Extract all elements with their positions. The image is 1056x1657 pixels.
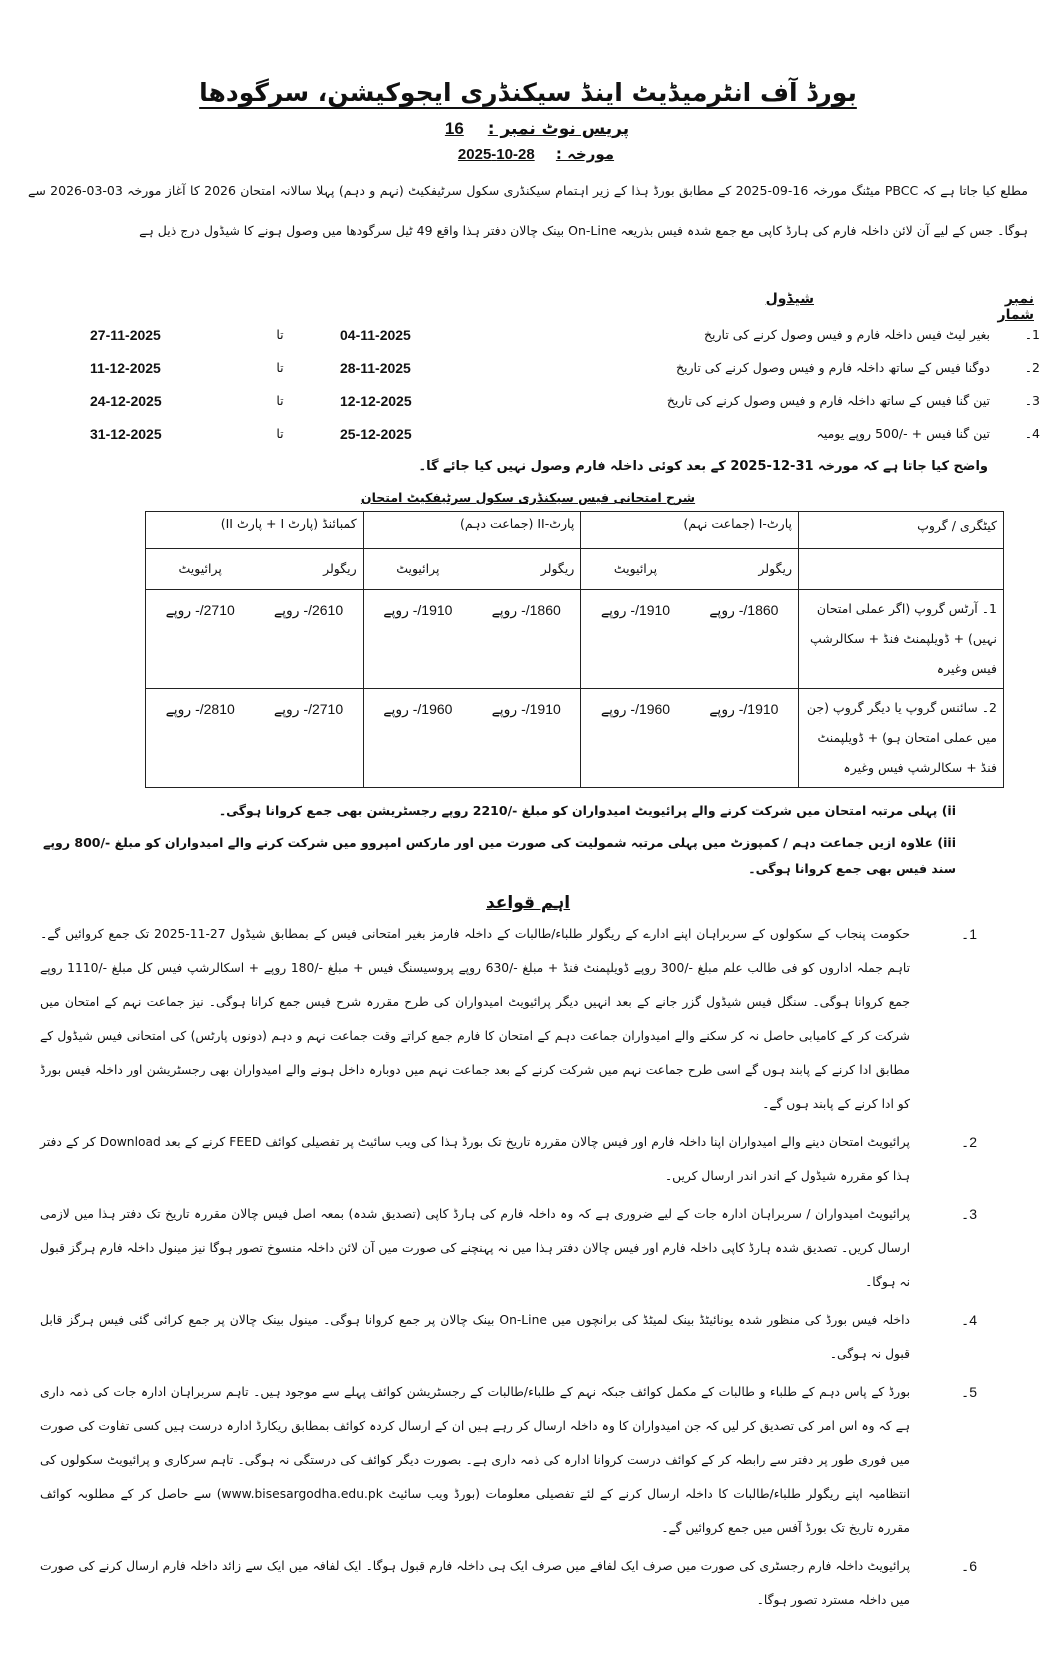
serial-header: نمبر شمار <box>997 291 1034 323</box>
schedule-row <box>0 426 1040 459</box>
fee-table-title: شرح امتحانی فیس سیکنڈری سکول سرٹیفکیٹ امتحان <box>360 490 696 505</box>
rule-item <box>40 917 1028 1121</box>
header-combined: کمبائنڈ (پارٹ I + پارٹ II) <box>146 512 364 549</box>
category-cell: 2۔ سائنس گروپ یا دیگر گروپ (جن میں عملی امتحان ہو) + ڈویلپمنٹ فنڈ + سکالرشپ فیس وغیرہ <box>799 689 1004 788</box>
rule-text: پرائیویٹ امیدواران / سربراہان ادارہ جات کے لیے ضروری ہے کہ وہ داخلہ فارم کی ہارڈ کاپی (تصدیق شدہ) بمعہ اصل فیس چالان مقررہ تاریخ تک دفتر ہذا میں لازمی ارسال کریں۔ تصدیق شدہ ہارڈ کاپی داخلہ فارم اور فیس چالان دفتر ہذا میں نہ پہنچنے کی صورت میں آن لائن داخلہ منسوخ تصور ہوگا نیز مینول داخلہ فارم ہرگز قبول نہ ہوگا۔ <box>40 1207 910 1289</box>
rule-number: 1۔ <box>961 926 977 942</box>
fee-value: 1860/- روپے <box>472 590 581 689</box>
regular-label: ریگولر <box>690 549 799 590</box>
regular-label: ریگولر <box>472 549 581 590</box>
schedule-note: واضح کیا جاتا ہے کہ مورخہ 31-12-2025 کے بعد کوئی داخلہ فارم وصول نہیں کیا جائے گا۔ <box>418 459 988 474</box>
intro-paragraph <box>28 171 1028 251</box>
to-label: تا <box>276 327 284 342</box>
rule-number: 3۔ <box>961 1206 977 1222</box>
date-to: 11-12-2025 <box>90 360 161 376</box>
rule-number: 2۔ <box>961 1134 977 1150</box>
private-label: پرائیویٹ <box>146 549 255 590</box>
rule-number: 5۔ <box>961 1384 977 1400</box>
row-number: 4۔ <box>1024 426 1040 441</box>
fee-value: 1960/- روپے <box>581 689 690 788</box>
date-to: 31-12-2025 <box>90 426 162 442</box>
fee-value: 2810/- روپے <box>146 689 255 788</box>
to-label: تا <box>276 426 284 441</box>
rule-text: بورڈ کے پاس دہم کے طلباء و طالبات کے مکمل کوائف جبکہ نہم کے طلباء/طالبات کے رجسٹریشن کوائف پہلے سے موجود ہیں۔ تاہم سربراہان ادارہ جات کی ذمہ داری ہے کہ وہ اس امر کی تصدیق کر لیں کہ جن امیدواران کا وہ داخلہ ارسال کر رہے ہیں ان کے ارسال کردہ کوائف بمطابق ریکارڈ ادارہ درست ہیں کسی تفاوت کی صورت میں فوری طور پر دفتر سے رابطہ کر کے کوائف درست کروانا ادارہ کی ذمہ داری ہے۔ بصورت دیگر کوائف کی درستگی نہ ہوگی۔ تاہم سرکاری و پرائیویٹ سکولوں کی انتظامیہ اپنے ریگولر طلباء/طالبات کا داخلہ ارسال کرنے کے لئے تفصیلی معلومات (بورڈ ویب سائیٹ www.bisesargodha.edu.pk) سے حاصل کر کے مطلوبہ کوائف مقررہ تاریخ تک بورڈ آفس میں جمع کروائیں گے۔ <box>40 1385 910 1535</box>
rule-item <box>40 1303 1028 1371</box>
row-label: تین گنا فیس کے ساتھ داخلہ فارم و فیس وصول کرنے کی تاریخ <box>666 393 990 408</box>
rule-item <box>40 1375 1028 1545</box>
fee-value: 1860/- روپے <box>690 590 799 689</box>
schedule-header: شیڈول <box>765 291 814 307</box>
fee-table <box>145 511 1004 788</box>
rules-heading: اہم قواعد <box>485 893 571 913</box>
rule-text: داخلہ فیس بورڈ کی منظور شدہ یونائیٹڈ بینک لمیٹڈ کی برانچوں میں On-Line بینک چالان پر جمع کروانا ہوگی۔ مینول بینک چالان پر جمع کرائی گئی فیس ہرگز قابل قبول نہ ہوگی۔ <box>40 1313 910 1361</box>
date-from: 04-11-2025 <box>340 327 411 343</box>
date-from: 28-11-2025 <box>340 360 411 376</box>
date-from: 25-12-2025 <box>340 426 412 442</box>
category-cell: 1۔ آرٹس گروپ (اگر عملی امتحان نہیں) + ڈویلپمنٹ فنڈ + سکالرشپ فیس وغیرہ <box>799 590 1004 689</box>
rule-text: پرائیویٹ امتحان دینے والے امیدواران اپنا داخلہ فارم اور فیس چالان مقررہ تاریخ تک بورڈ ہذا کی ویب سائیٹ پر تفصیلی کوائف FEED کرنے کے بعد Download کر کے دفتر ہذا کو مقررہ شیڈول کے اندر اندر ارسال کریں۔ <box>40 1135 910 1183</box>
header-category: کیٹگری / گروپ <box>799 512 1004 549</box>
to-label: تا <box>276 393 284 408</box>
row-label: بغیر لیٹ فیس داخلہ فارم و فیس وصول کرنے کی تاریخ <box>703 327 990 342</box>
press-note-date: مورخہ : 28-10-2025 <box>457 145 615 163</box>
document-title: بورڈ آف انٹرمیڈیٹ اینڈ سیکنڈری ایجوکیشن، سرگودھا <box>199 78 857 107</box>
header-part-2: پارٹ-II (جماعت دہم) <box>363 512 581 549</box>
fee-value: 1910/- روپے <box>472 689 581 788</box>
private-label: پرائیویٹ <box>363 549 472 590</box>
rule-number: 6۔ <box>961 1558 977 1574</box>
fee-value: 1910/- روپے <box>690 689 799 788</box>
row-label: تین گنا فیس + -/500 روپے یومیہ <box>816 426 990 441</box>
note-iii: iii) علاوہ ازیں جماعت دہم / کمپوزٹ میں پہلی مرتبہ شمولیت کی صورت میں اور مارکس امپروو میں شرکت کرنے والے امیدواران کو مبلغ -/800 روپے سند فیس بھی جمع کروانا ہوگی۔ <box>43 835 956 876</box>
fee-row <box>146 590 1004 689</box>
rule-number: 4۔ <box>961 1312 977 1328</box>
row-number: 1۔ <box>1024 327 1040 342</box>
rules-list <box>0 917 1056 1617</box>
press-note-number: پریس نوٹ نمبر : 16 <box>444 119 630 139</box>
rule-item <box>40 1197 1028 1299</box>
header-part-1: پارٹ-I (جماعت نہم) <box>581 512 799 549</box>
fee-value: 1910/- روپے <box>363 590 472 689</box>
date-from: 12-12-2025 <box>340 393 412 409</box>
note-ii: ii) پہلی مرتبہ امتحان میں شرکت کرنے والے پرائیویٹ امیدواران کو مبلغ -/2210 روپے رجسٹریشن بھی جمع کروانا ہوگی۔ <box>218 803 956 818</box>
schedule-list <box>0 327 1056 459</box>
fee-row <box>146 689 1004 788</box>
header-empty <box>799 549 1004 590</box>
row-label: دوگنا فیس کے ساتھ داخلہ فارم و فیس وصول کرنے کی تاریخ <box>675 360 990 375</box>
rule-item <box>40 1125 1028 1193</box>
private-label: پرائیویٹ <box>581 549 690 590</box>
fee-value: 1960/- روپے <box>363 689 472 788</box>
intro-line-1: مطلع کیا جاتا ہے کہ PBCC میٹنگ مورخہ 16-09-2025 کے مطابق بورڈ ہذا کے زیر اہتمام سیکنڈری سکول سرٹیفکیٹ (نہم و دہم) پہلا سالانہ امتحان 2026 کا آغاز <box>165 183 1029 198</box>
date-to: 24-12-2025 <box>90 393 162 409</box>
fee-value: 1910/- روپے <box>581 590 690 689</box>
schedule-row <box>0 327 1040 360</box>
fee-value: 2710/- روپے <box>254 689 363 788</box>
schedule-header-row <box>22 291 1034 323</box>
schedule-row <box>0 393 1040 426</box>
to-label: تا <box>276 360 284 375</box>
fee-value: 2710/- روپے <box>146 590 255 689</box>
row-number: 3۔ <box>1024 393 1040 408</box>
rule-text: حکومت پنجاب کے سکولوں کے سربراہان اپنے ادارے کے ریگولر طلباء/طالبات کے داخلہ فارمز بغیر امتحانی فیس کے بمطابق شیڈول 27-11-2025 تک جمع کروائیں گے۔ تاہم جملہ اداروں کو فی طالب علم مبلغ -/300 روپے ڈویلپمنٹ فنڈ + مبلغ -/630 روپے پروسیسنگ فیس + مبلغ -/180 روپے + اسکالرشپ فیس کل مبلغ -/1110 روپے جمع کروانا ہوگی۔ سنگل فیس شیڈول گزر جانے کے بعد انہیں دیگر پرائیویٹ امیدواران کی طرح مقررہ شرح فیس جمع کرانا ہوگی۔ نیز جماعت نہم کے امتحان میں شرکت کر کے کامیابی حاصل نہ کر سکنے والے امیدواران جماعت دہم کے امتحان کا فارم جمع کراتے وقت جماعت نہم و دہم (دونوں پارٹس) کی امتحانی فیس شیڈول کے مطابق ادا کرنے کے پابند ہوں گے اسی طرح جماعت نہم میں شرکت کرنے کے بعد جماعت نہم میں دوبارہ داخل ہونے والے امیدواران بھی رجسٹریشن اور داخلہ فیس بورڈ کو ادا کرنے کے پابند ہوں گے۔ <box>40 927 910 1111</box>
row-number: 2۔ <box>1024 360 1040 375</box>
schedule-row <box>0 360 1040 393</box>
intro-line-2: مورخہ 03-03-2026 سے ہوگا۔ جس کے لیے آن لائن داخلہ فارم کی ہارڈ کاپی مع جمع شدہ فیس بذریعہ On-Line بینک چالان دفتر ہذا واقع 49 ٹیل سرگودھا میں وصول ہونے کا شیڈول درج ذیل ہے <box>28 183 1028 238</box>
fee-value: 2610/- روپے <box>254 590 363 689</box>
date-to: 27-11-2025 <box>90 327 161 343</box>
rule-text: پرائیویٹ داخلہ فارم رجسٹری کی صورت میں صرف ایک لفافے میں صرف ایک ہی داخلہ فارم قبول ہوگا۔ ایک لفافہ میں ایک سے زائد داخلہ فارم ارسال کرنے کی صورت میں داخلہ مسترد تصور ہوگا۔ <box>40 1559 910 1607</box>
rule-item <box>40 1549 1028 1617</box>
regular-label: ریگولر <box>254 549 363 590</box>
